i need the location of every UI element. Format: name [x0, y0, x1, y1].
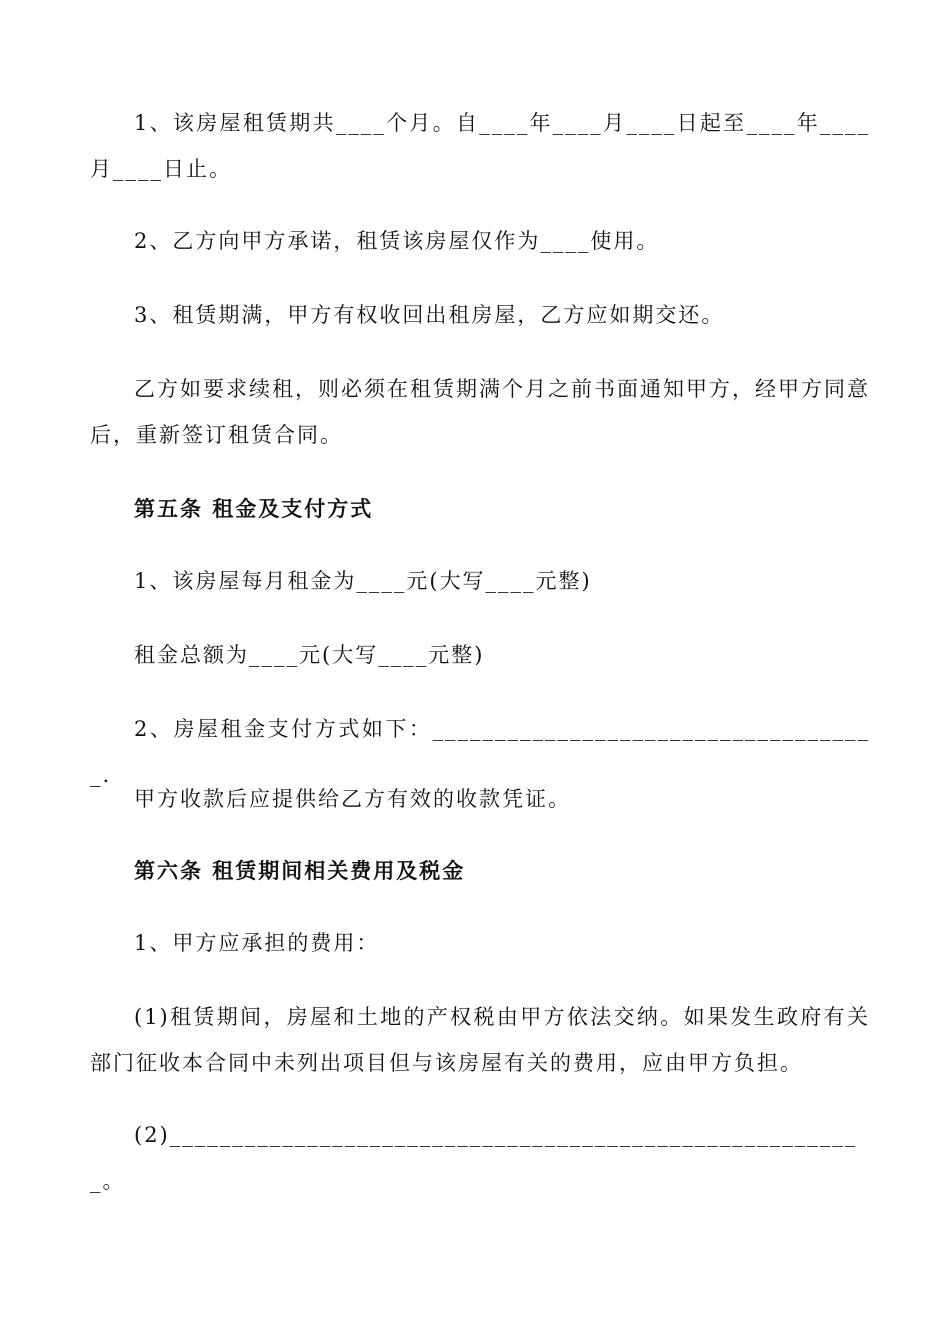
- clause-6-subitem-1: (1)租赁期间，房屋和土地的产权税由甲方依法交纳。如果发生政府有关部门征收本合同中未列出项目但与该房屋有关的费用，应由甲方负担。: [90, 1005, 870, 1075]
- clause-5-item-1: 1、该房屋每月租金为____元(大写____元整): [134, 569, 592, 593]
- renewal-paragraph: 乙方如要求续租，则必须在租赁期满个月之前书面通知甲方，经甲方同意后，重新签订租赁合同。: [90, 377, 870, 447]
- clause-4-item-3: 3、租赁期满，甲方有权收回出租房屋，乙方应如期交还。: [134, 303, 725, 327]
- rent-total-line: 租金总额为____元(大写____元整): [134, 643, 485, 667]
- clause-6-item-1: 1、甲方应承担的费用：: [134, 931, 380, 955]
- clause-5-item-2: 2、房屋租金支付方式如下：____________________________________.: [90, 717, 870, 787]
- clause-4-item-2: 2、乙方向甲方承诺，租赁该房屋仅作为____使用。: [134, 229, 660, 253]
- clause-4-item-1: 1、该房屋租赁期共____个月。自____年____月____日起至____年____月____日止。: [90, 111, 870, 181]
- receipt-paragraph: 甲方收款后应提供给乙方有效的收款凭证。: [134, 787, 571, 811]
- clause-6-subitem-2: (2)________________________________________________________。: [90, 1123, 858, 1193]
- clause-5-heading: 第五条 租金及支付方式: [134, 497, 374, 521]
- clause-6-heading: 第六条 租赁期间相关费用及税金: [134, 859, 466, 883]
